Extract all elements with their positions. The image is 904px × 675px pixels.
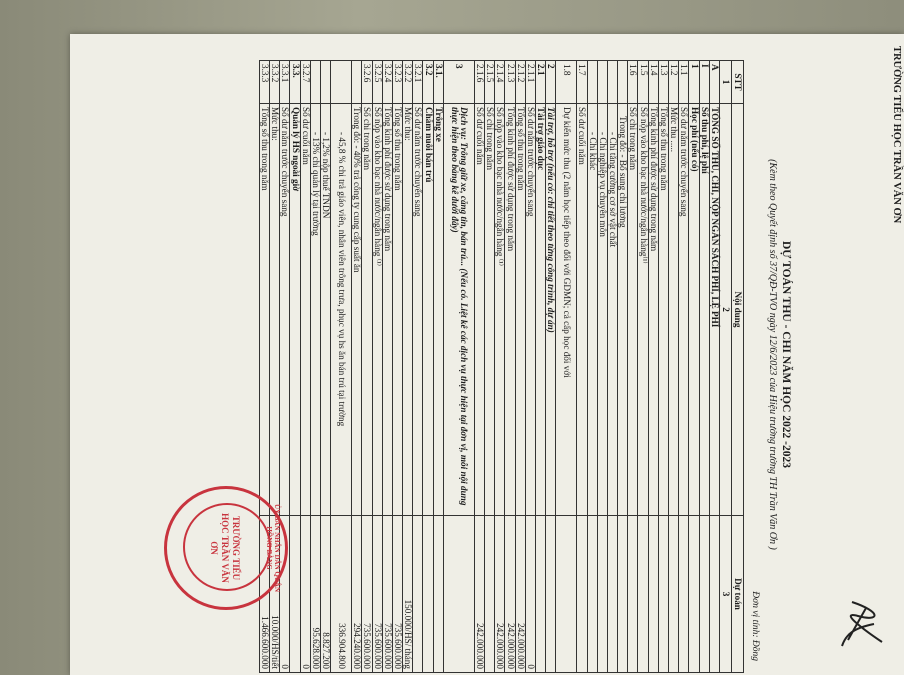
row-value: 10.000/HS/tiết: [270, 516, 280, 673]
row-content: Tài trợ, hỗ trợ (nếu có: chi tiết theo từng công trình, dự án): [546, 104, 556, 516]
row-content: Tổng kinh phí được sử dụng trong năm: [382, 104, 392, 516]
table-row: [331, 61, 352, 673]
stamp-ring-text: ỦY BAN NHÂN DÂN QUẬN HỒNG BÀNG: [265, 503, 281, 593]
table-row: [413, 61, 423, 673]
row-stt: I: [699, 61, 709, 104]
table-row: [536, 61, 546, 673]
table-row: [423, 61, 433, 673]
row-value: 336.904.800: [331, 516, 352, 673]
row-content: Số dư năm trước chuyển sang: [679, 104, 689, 516]
row-content: TỔNG SỐ THU, CHI, NỘP NGÂN SÁCH PHÍ, LỆ PHÍ: [709, 104, 719, 516]
row-stt: 3.2: [423, 61, 433, 104]
table-header-row: [732, 61, 744, 673]
table-row: [362, 61, 372, 673]
row-value: 0: [280, 516, 290, 673]
row-content: Trong đó: - Bổ sung chi lương: [618, 104, 628, 516]
row-value: 735.600.000: [392, 516, 402, 673]
table-row: [669, 61, 679, 673]
row-stt: [587, 61, 597, 104]
row-stt: 2.1.5: [485, 61, 495, 104]
table-row: [709, 61, 719, 673]
table-row: [515, 61, 525, 673]
row-value: [433, 516, 443, 673]
row-stt: 3.2.1: [413, 61, 423, 104]
stamp-center-text: TRƯỜNG TIỂU HỌC TRẦN VĂN ƠN: [209, 513, 241, 583]
row-value: 242.000.000: [474, 516, 484, 673]
row-value: 1.466.600.000: [259, 516, 269, 673]
table-row: [618, 61, 628, 673]
table-row: [679, 61, 689, 673]
row-value: [536, 516, 546, 673]
row-value: [423, 516, 433, 673]
row-value: [618, 516, 628, 673]
row-stt: 2.1.2: [515, 61, 525, 104]
row-stt: 2.1.3: [505, 61, 515, 104]
row-stt: 3.2.4: [382, 61, 392, 104]
row-stt: 3.3.1: [280, 61, 290, 104]
row-content: - Chi tăng cường cơ sở vật chất: [607, 104, 617, 516]
row-content: Mức thu:: [270, 104, 280, 516]
table-row: [372, 61, 382, 673]
row-content: Số dư năm trước chuyển sang: [413, 104, 423, 516]
row-content: Dự kiến mức thu (2 năm học tiếp theo đối với GDMN; cả cấp học đối với: [556, 104, 577, 516]
row-content: Tổng số thu trong năm: [515, 104, 525, 516]
table-row: [638, 61, 648, 673]
table-row: [505, 61, 515, 673]
table-row: [485, 61, 495, 673]
table-row: [597, 61, 607, 673]
row-stt: [331, 61, 352, 104]
row-content: Số nộp vào kho bạc nhà nước/ngân hàng ⁽¹⁾: [495, 104, 505, 516]
row-stt: 3.2.7: [300, 61, 310, 104]
document-paper: [70, 34, 904, 675]
row-content: - Chi khác: [587, 104, 597, 516]
row-stt: [352, 61, 362, 104]
table-row: [403, 61, 413, 673]
table-number-row: [720, 61, 732, 673]
row-stt: 2.1: [536, 61, 546, 104]
row-content: Số dư cuối năm: [577, 104, 587, 516]
row-stt: 3.2.5: [372, 61, 382, 104]
table-row: [290, 61, 300, 673]
header-num-3: 3: [720, 516, 732, 673]
row-stt: 1.4: [648, 61, 658, 104]
row-value: 735.600.000: [362, 516, 372, 673]
row-content: - 13% chi quản lý tại trường: [310, 104, 320, 516]
row-content: Dịch vụ: Trông giữ xe, căng tin, bán trú... (Nếu có. Liệt kê các dịch vụ thực hiện tại đơn vị, mỗi nội dung thực hiện theo bảng kê dưới đây): [443, 104, 474, 516]
row-content: Chăm nuôi bán trú: [423, 104, 433, 516]
table-row: [699, 61, 709, 673]
row-value: 0: [525, 516, 535, 673]
row-content: Số nộp vào kho bạc nhà nước/ngân hàng ⁽¹⁾: [372, 104, 382, 516]
header-estimate: Dự toán: [732, 516, 744, 673]
row-value: [628, 516, 638, 673]
table-row: [280, 61, 290, 673]
header-num-2: 2: [720, 104, 732, 516]
table-row: [382, 61, 392, 673]
row-value: [546, 516, 556, 673]
row-value: 150.000/HS/ tháng: [403, 516, 413, 673]
row-content: Số nộp vào kho bạc nhà nước/ngân hàng⁽¹⁾: [638, 104, 648, 516]
official-stamp: [164, 486, 288, 610]
row-stt: [607, 61, 617, 104]
row-stt: 1.5: [638, 61, 648, 104]
table-row: [495, 61, 505, 673]
table-row: [648, 61, 658, 673]
document-title: DỰ TOÁN THU - CHI NĂM HỌC 2022 -2023: [780, 240, 792, 469]
row-stt: 3.2.3: [392, 61, 402, 104]
row-value: [638, 516, 648, 673]
row-value: [597, 516, 607, 673]
row-content: Số dư cuối năm: [474, 104, 484, 516]
row-content: Quản lý HS ngoài giờ: [290, 104, 300, 516]
table-row: [546, 61, 556, 673]
row-content: Mức thu:: [403, 104, 413, 516]
unit-label: Đơn vị tính: Đồng: [750, 591, 760, 661]
table-row: [658, 61, 668, 673]
budget-table-body: [259, 61, 743, 673]
row-content: Số thu phí, lệ phí: [699, 104, 709, 516]
row-value: [443, 516, 474, 673]
row-stt: A: [709, 61, 719, 104]
row-value: [669, 516, 679, 673]
row-value: [648, 516, 658, 673]
row-content: - 1,2% nộp thuế TNDN: [321, 104, 331, 516]
row-stt: 1.1: [679, 61, 689, 104]
table-row: [300, 61, 310, 673]
row-value: 95.628.000: [310, 516, 320, 673]
row-value: [679, 516, 689, 673]
row-content: Số dư cuối năm: [300, 104, 310, 516]
row-content: Học phí (nếu có): [689, 104, 699, 516]
header-stt: STT: [732, 61, 744, 104]
row-content: - 45,8 % chi trả giáo viên, nhân viên trông trưa, phục vụ hs ăn bán trú tại trường: [331, 104, 352, 516]
row-content: Tổng số thu trong năm: [392, 104, 402, 516]
row-content: Tổng số thu trong năm: [259, 104, 269, 516]
row-value: 294.240.000: [352, 516, 362, 673]
row-stt: 1.8: [556, 61, 577, 104]
row-content: Tổng kinh phí được sử dụng trong năm: [648, 104, 658, 516]
row-stt: [597, 61, 607, 104]
row-stt: 2.1.6: [474, 61, 484, 104]
document-page: [70, 34, 904, 675]
row-value: 242.000.000: [505, 516, 515, 673]
row-content: Trong đó: - 40% trả công ty cung cấp suất ăn: [352, 104, 362, 516]
row-stt: [310, 61, 320, 104]
table-row: [689, 61, 699, 673]
row-stt: 3.3.: [290, 61, 300, 104]
row-content: Tổng số thu trong năm: [658, 104, 668, 516]
row-stt: 2.1.1: [525, 61, 535, 104]
header-content: Nội dung: [732, 104, 744, 516]
row-stt: [618, 61, 628, 104]
row-stt: [321, 61, 331, 104]
row-stt: 1.2: [669, 61, 679, 104]
document-subtitle: (Kèm theo Quyết định số 37/QĐ-TVO ngày 12/6/2023 của Hiệu trưởng trường TH Trần Văn Ơn ): [767, 159, 778, 550]
row-content: Số chi trong năm: [362, 104, 372, 516]
row-stt: 1: [689, 61, 699, 104]
row-content: - Chi nghiệp vụ chuyên môn: [597, 104, 607, 516]
table-row: [556, 61, 577, 673]
table-row: [433, 61, 443, 673]
row-stt: 3: [443, 61, 474, 104]
row-content: Số chi trong năm: [485, 104, 495, 516]
row-value: [577, 516, 587, 673]
row-content: Số dư năm trước chuyển sang: [525, 104, 535, 516]
row-stt: 3.2.6: [362, 61, 372, 104]
row-content: Tài trợ giáo dục: [536, 104, 546, 516]
row-stt: 3.1.: [433, 61, 443, 104]
school-name: TRƯỜNG TIỂU HỌC TRẦN VĂN ƠN: [891, 46, 902, 224]
table-row: [587, 61, 597, 673]
header-num-1: 1: [720, 61, 732, 104]
row-value: [658, 516, 668, 673]
row-stt: 3.2.2: [403, 61, 413, 104]
row-value: 242.000.000: [515, 516, 525, 673]
row-value: [607, 516, 617, 673]
row-stt: 1.6: [628, 61, 638, 104]
row-value: [413, 516, 423, 673]
row-stt: 2.1.4: [495, 61, 505, 104]
row-stt: 1.7: [577, 61, 587, 104]
table-row: [525, 61, 535, 673]
row-content: Số dư năm trước chuyển sang: [280, 104, 290, 516]
row-stt: 3.3.2: [270, 61, 280, 104]
table-row: [310, 61, 320, 673]
row-value: [709, 516, 719, 673]
row-stt: 2: [546, 61, 556, 104]
row-content: Tổng kinh phí được sử dụng trong năm: [505, 104, 515, 516]
row-value: 735.600.000: [382, 516, 392, 673]
table-row: [443, 61, 474, 673]
signature-mark: [832, 594, 892, 654]
table-row: [392, 61, 402, 673]
row-value: [587, 516, 597, 673]
row-stt: 3.3.3: [259, 61, 269, 104]
table-row: [321, 61, 331, 673]
budget-table: [259, 60, 744, 673]
row-value: [699, 516, 709, 673]
row-value: [290, 516, 300, 673]
row-content: Số chi trong năm: [628, 104, 638, 516]
row-value: [689, 516, 699, 673]
row-content: Trông xe: [433, 104, 443, 516]
table-row: [607, 61, 617, 673]
row-content: Mức thu .....: [669, 104, 679, 516]
row-value: 0: [300, 516, 310, 673]
table-row: [577, 61, 587, 673]
table-row: [628, 61, 638, 673]
row-value: [485, 516, 495, 673]
row-value: [556, 516, 577, 673]
row-value: 735.600.000: [372, 516, 382, 673]
row-value: 8.827.200: [321, 516, 331, 673]
row-value: 242.000.000: [495, 516, 505, 673]
table-row: [352, 61, 362, 673]
table-row: [474, 61, 484, 673]
row-stt: 1.3: [658, 61, 668, 104]
